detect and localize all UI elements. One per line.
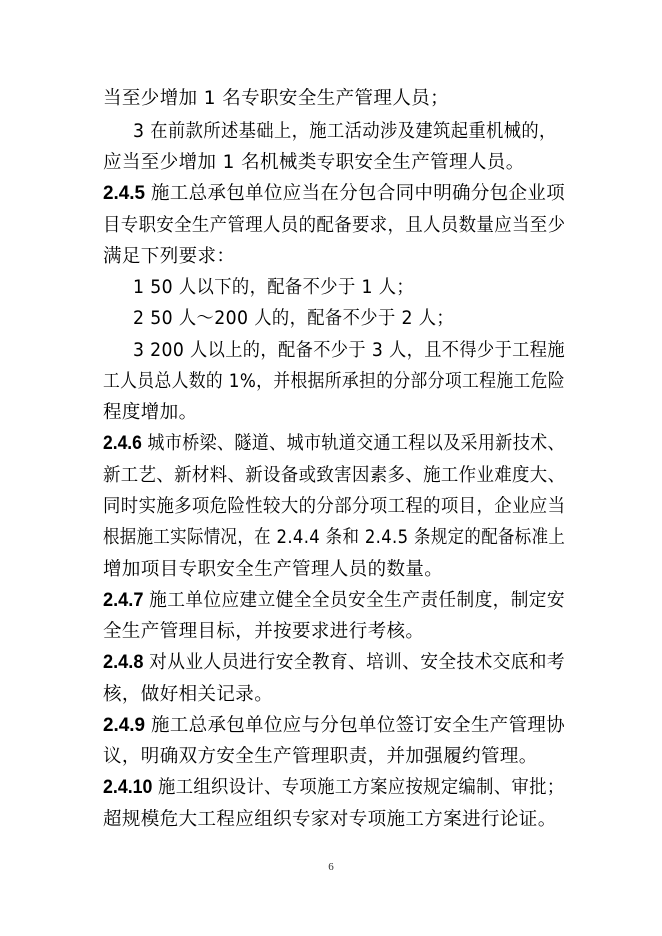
line-text: 增加项目专职安全生产管理人员的数量。 bbox=[103, 559, 444, 580]
text-line bbox=[103, 148, 565, 178]
text-line bbox=[103, 367, 565, 397]
clause-number: 2.4.8 bbox=[103, 652, 144, 673]
list-item bbox=[133, 304, 565, 334]
line-text: 全生产管理目标，并按要求进行考核。 bbox=[103, 621, 425, 642]
clause-number: 2.4.5 bbox=[103, 183, 146, 204]
text-line bbox=[103, 398, 565, 428]
text-line bbox=[103, 805, 565, 835]
line-text: 程度增加。 bbox=[103, 402, 198, 423]
list-item bbox=[133, 336, 563, 366]
line-text: 应当至少增加 1 名机械类专职安全生产管理人员。 bbox=[103, 152, 525, 173]
line-text: 新工艺、新材料、新设备或致害因素多、施工作业难度大、 bbox=[103, 465, 566, 486]
page-number: 6 bbox=[328, 861, 334, 873]
text-line bbox=[103, 680, 565, 710]
line-text: 根据施工实际情况，在 2.4.4 条和 2.4.5 条规定的配备标准上 bbox=[103, 527, 566, 548]
line-text: 当至少增加 1 名专职安全生产管理人员； bbox=[103, 88, 450, 109]
line-text: 3 200 人以上的，配备不少于 3 人，且不得少于工程施 bbox=[133, 340, 565, 361]
text-line bbox=[133, 117, 565, 147]
text-line bbox=[103, 742, 565, 772]
clause-line bbox=[103, 179, 566, 209]
text-line bbox=[103, 461, 566, 491]
line-text: 3 在前款所述基础上，施工活动涉及建筑起重机械的， bbox=[133, 121, 557, 142]
line-text: 核，做好相关记录。 bbox=[103, 684, 274, 705]
clause-line bbox=[103, 429, 565, 459]
text-line bbox=[103, 492, 566, 522]
clause-number: 2.4.6 bbox=[103, 433, 142, 454]
line-text: 超规模危大工程应组织专家对专项施工方案进行论证。 bbox=[103, 809, 557, 830]
clause-line bbox=[103, 711, 566, 741]
line-text: 1 50 人以下的，配备不少于 1 人； bbox=[133, 277, 415, 298]
line-text: 施工单位应建立健全全员安全生产责任制度，制定安 bbox=[149, 590, 565, 611]
line-text: 施工总承包单位应与分包单位签订安全生产管理协 bbox=[151, 715, 566, 736]
clause-line bbox=[103, 648, 565, 678]
line-text: 2 50 人～200 人的，配备不少于 2 人； bbox=[133, 308, 455, 329]
text-line bbox=[103, 523, 566, 553]
text-line bbox=[103, 84, 565, 114]
text-line bbox=[103, 617, 565, 647]
line-text: 施工组织设计、专项施工方案应按规定编制、审批； bbox=[158, 777, 565, 798]
line-text: 工人员总人数的 1%，并根据所承担的分部分项工程施工危险 bbox=[103, 371, 565, 392]
clause-line bbox=[103, 586, 565, 616]
clause-number: 2.4.9 bbox=[103, 715, 146, 736]
clause-number: 2.4.7 bbox=[103, 590, 144, 611]
line-text: 目专职安全生产管理人员的配备要求，且人员数量应当至少 bbox=[103, 215, 566, 236]
line-text: 议，明确双方安全生产管理职责，并加强履约管理。 bbox=[103, 746, 538, 767]
line-text: 施工总承包单位应当在分包合同中明确分包企业项 bbox=[151, 183, 566, 204]
line-text: 同时实施多项危险性较大的分部分项工程的项目，企业应当 bbox=[103, 496, 566, 517]
list-item bbox=[133, 273, 565, 303]
text-line bbox=[103, 211, 566, 241]
line-text: 城市桥梁、隧道、城市轨道交通工程以及采用新技术、 bbox=[147, 433, 565, 454]
line-text: 满足下列要求： bbox=[103, 246, 236, 267]
text-line bbox=[103, 242, 565, 272]
line-text: 对从业人员进行安全教育、培训、安全技术交底和考 bbox=[149, 652, 565, 673]
text-line bbox=[103, 555, 565, 585]
clause-line bbox=[103, 773, 565, 803]
clause-number: 2.4.10 bbox=[103, 777, 153, 798]
